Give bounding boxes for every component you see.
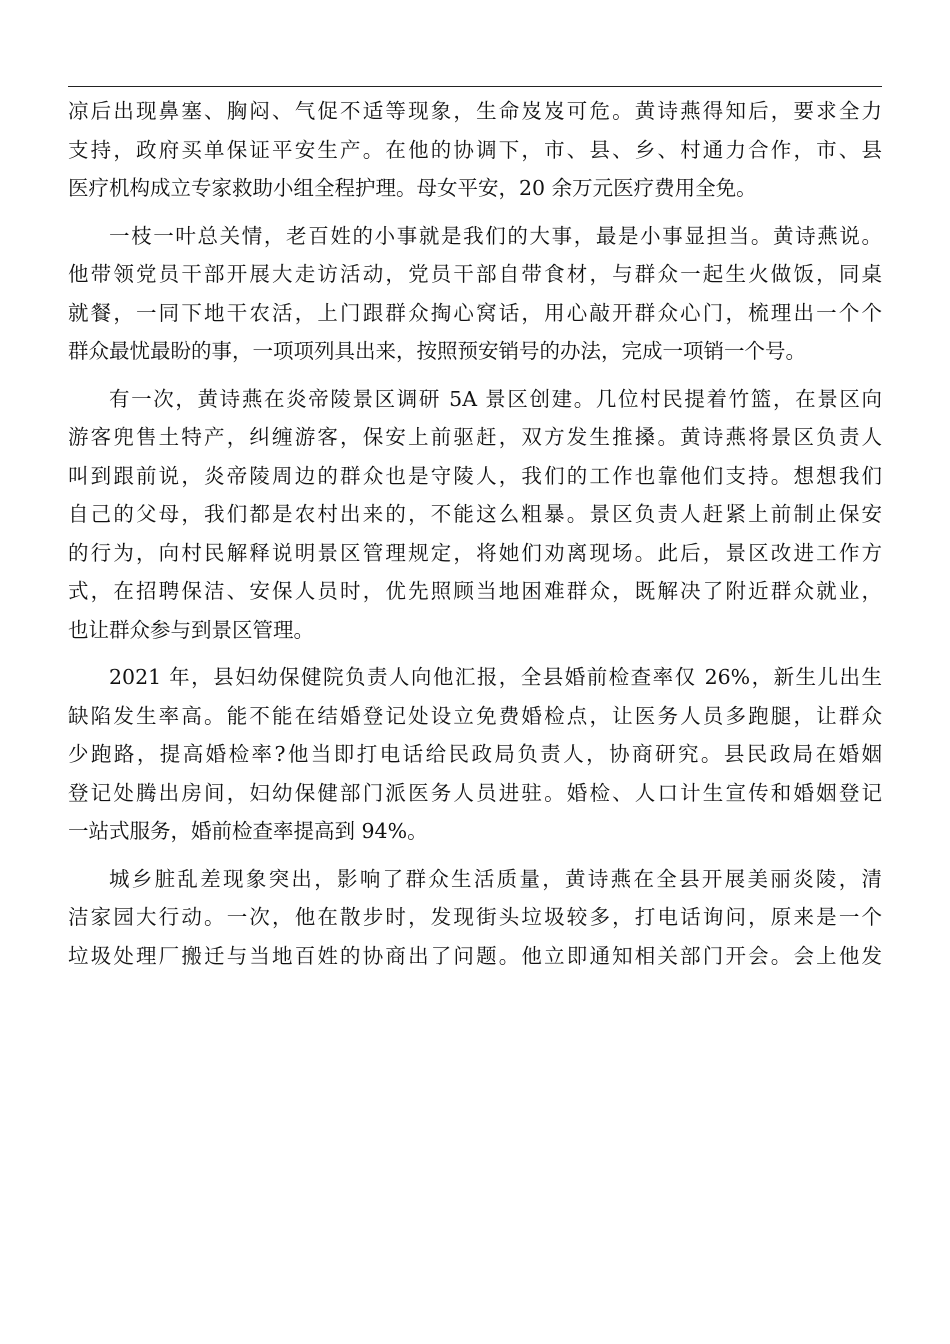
paragraph-3 [68, 380, 882, 650]
text-line: 医疗机构成立专家救助小组全程护理。母女平安，20 余万元医疗费用全免。 [68, 176, 757, 200]
text-line: 有一次，黄诗燕在炎帝陵景区调研 5A 景区创建。几位村民提着竹篮，在景区向 [109, 386, 882, 411]
text-line: 垃圾处理厂搬迁与当地百姓的协商出了问题。他立即通知相关部门开会。会上他发 [68, 943, 882, 968]
text-line: 登记处腾出房间，妇幼保健部门派医务人员进驻。婚检、人口计生宣传和婚姻登记 [68, 780, 882, 805]
text-line: 城乡脏乱差现象突出，影响了群众生活质量，黄诗燕在全县开展美丽炎陵，清 [109, 866, 882, 891]
paragraph-gap [68, 851, 882, 860]
text-line: 2021 年，县妇幼保健院负责人向他汇报，全县婚前检查率仅 26%，新生儿出生 [109, 665, 882, 689]
text-line: 的行为，向村民解释说明景区管理规定，将她们劝离现场。此后，景区改进工作方 [68, 540, 882, 565]
paragraph-gap [68, 208, 882, 217]
paragraph-1 [68, 92, 882, 208]
paragraph-4 [68, 658, 882, 851]
text-line: 缺陷发生率高。能不能在结婚登记处设立免费婚检点，让医务人员多跑腿，让群众 [68, 703, 882, 728]
text-line: 少跑路，提高婚检率?他当即打电话给民政局负责人，协商研究。县民政局在婚姻 [68, 742, 882, 766]
text-line: 群众最忧最盼的事，一项项列具出来，按照预安销号的办法，完成一项销一个号。 [68, 339, 806, 363]
text-line: 他带领党员干部开展大走访活动，党员干部自带食材，与群众一起生火做饭，同桌 [68, 262, 882, 286]
text-line: 支持，政府买单保证平安生产。在他的协调下，市、县、乡、村通力合作，市、县 [68, 137, 882, 162]
text-line: 就餐，一同下地干农活，上门跟群众掏心窝话，用心敲开群众心门，梳理出一个个 [68, 300, 882, 325]
text-line: 凉后出现鼻塞、胸闷、气促不适等现象，生命岌岌可危。黄诗燕得知后，要求全力 [68, 99, 882, 123]
text-line: 自己的父母，我们都是农村出来的，不能这么粗暴。景区负责人赶紧上前制止保安 [68, 502, 882, 526]
body-text [68, 92, 882, 975]
text-line: 也让群众参与到景区管理。 [68, 617, 314, 642]
text-line: 式，在招聘保洁、安保人员时，优先照顾当地困难群众，既解决了附近群众就业， [68, 579, 882, 603]
text-line: 一枝一叶总关情，老百姓的小事就是我们的大事，最是小事显担当。黄诗燕说。 [109, 223, 882, 248]
paragraph-2 [68, 217, 882, 371]
text-line: 一站式服务，婚前检查率提高到 94%。 [68, 819, 428, 843]
text-line: 叫到跟前说，炎帝陵周边的群众也是守陵人，我们的工作也靠他们支持。想想我们 [68, 463, 882, 488]
header-rule [68, 86, 882, 87]
paragraph-gap [68, 371, 882, 380]
text-line: 洁家园大行动。一次，他在散步时，发现街头垃圾较多，打电话询问，原来是一个 [68, 905, 882, 929]
paragraph-gap [68, 649, 882, 658]
paragraph-5 [68, 860, 882, 976]
text-line: 游客兜售土特产，纠缠游客，保安上前驱赶，双方发生推搡。黄诗燕将景区负责人 [68, 425, 882, 449]
